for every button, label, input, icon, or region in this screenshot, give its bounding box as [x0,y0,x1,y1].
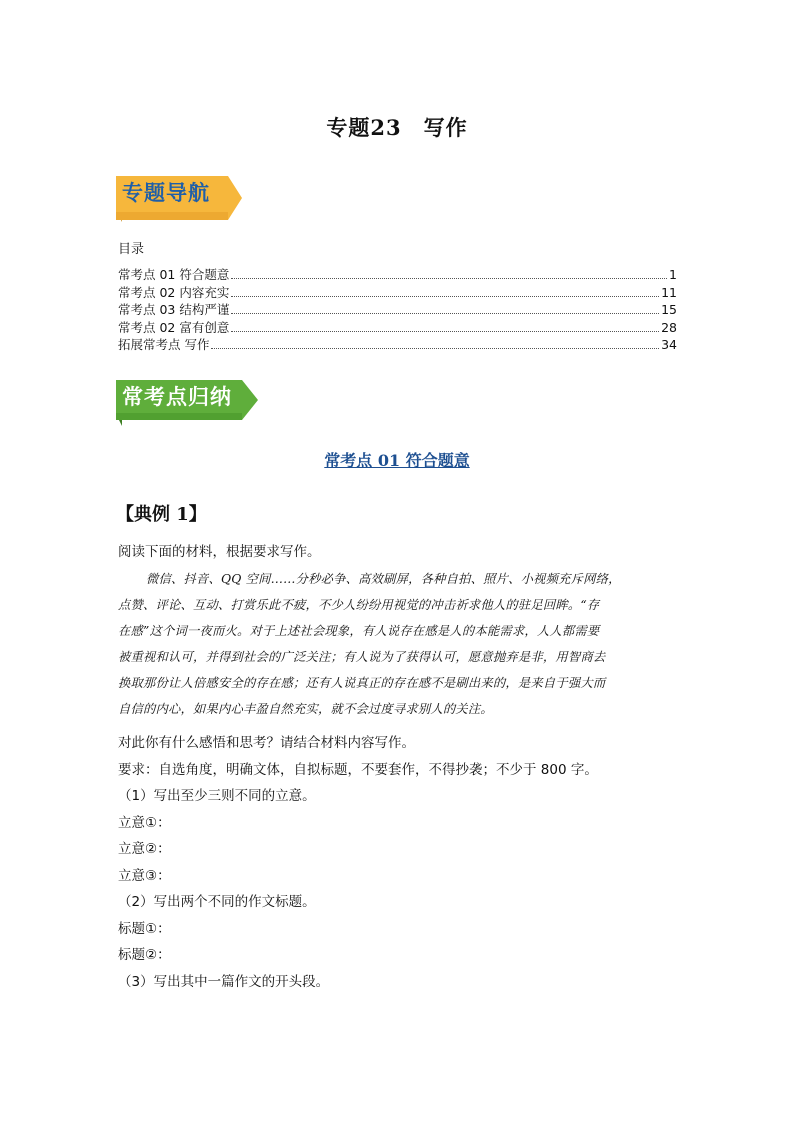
task-1-prompt: （1）写出至少三则不同的立意。 [118,788,316,804]
toc-entry-page: 11 [661,284,677,300]
section-title[interactable]: 常考点 01 符合题意 [324,451,470,470]
toc-entry[interactable] [118,266,677,284]
toc-leader-dots [231,266,667,279]
toc-entry[interactable] [118,336,677,354]
toc-entry-page: 1 [669,267,677,282]
idea-3-field: 立意③： [118,867,171,884]
question-text: 对此你有什么感悟和思考？请结合材料内容写作。 [118,735,415,751]
toc-entry-page: 15 [661,302,677,318]
toc-entry[interactable] [118,284,677,302]
idea-2-field: 立意②： [118,841,171,857]
toc-entry-page: 28 [661,319,677,335]
material-line: 微信、抖音、QQ 空间……分秒必争、高效刷屏，各种自拍、照片、小视频充斥网络， [146,572,621,586]
table-of-contents [118,266,677,354]
material-line: 被重视和认可，并得到社会的广泛关注；有人说为了获得认可，愿意抛弃是非，用智商去 [118,650,606,664]
toc-leader-dots [231,284,659,297]
toc-entry-page: 34 [661,337,677,353]
topic-navigation-label: 专题导航 [122,180,210,205]
title-2-field: 标题②： [118,947,171,963]
toc-entry-label: 常考点 02 内容充实 [118,284,230,300]
toc-leader-dots [231,301,659,314]
requirement-text: 要求：自选角度，明确文体，自拟标题，不要套作，不得抄袭；不少于 800 字。 [118,761,598,778]
title-1-field: 标题①： [118,920,171,937]
key-points-summary-label: 常考点归纳 [122,384,232,409]
key-points-summary-banner [116,380,260,426]
toc-leader-dots [211,336,659,349]
topic-navigation-banner [116,176,244,222]
writing-tasks [118,730,678,995]
material-line: 点赞、评论、互动、打赏乐此不疲，不少人纷纷用视觉的冲击祈求他人的驻足回眸。“存 [118,598,600,612]
example-intro [118,540,678,560]
toc-entry-label: 常考点 02 富有创意 [118,319,230,335]
idea-1-field: 立意①： [118,814,171,831]
task-2-prompt: （2）写出两个不同的作文标题。 [118,894,316,910]
material-line: 换取那份让人倍感安全的存在感；还有人说真正的存在感不是刷出来的，是来自于强大而 [118,676,606,690]
material-line: 自信的内心，如果内心丰盈自然充实，就不会过度寻求别人的关注。 [118,702,493,716]
toc-entry-label: 常考点 01 符合题意 [118,267,230,282]
toc-entry-label: 常考点 03 结构严谨 [118,302,230,318]
material-line: 在感”这个词一夜而火。对于上述社会现象，有人说存在感是人的本能需求，人人都需要 [118,624,600,638]
toc-entry[interactable] [118,301,677,319]
task-3-prompt: （3）写出其中一篇作文的开头段。 [118,973,330,990]
document-title: 专题23 写作 [326,115,468,140]
toc-entry-label: 拓展常考点 写作 [118,337,210,353]
reading-material [118,566,678,722]
toc-entry[interactable] [118,319,677,337]
toc-heading: 目录 [118,242,145,257]
intro-text: 阅读下面的材料，根据要求写作。 [118,544,321,560]
example-title: 【典例 1】 [116,504,207,525]
toc-leader-dots [231,319,659,332]
